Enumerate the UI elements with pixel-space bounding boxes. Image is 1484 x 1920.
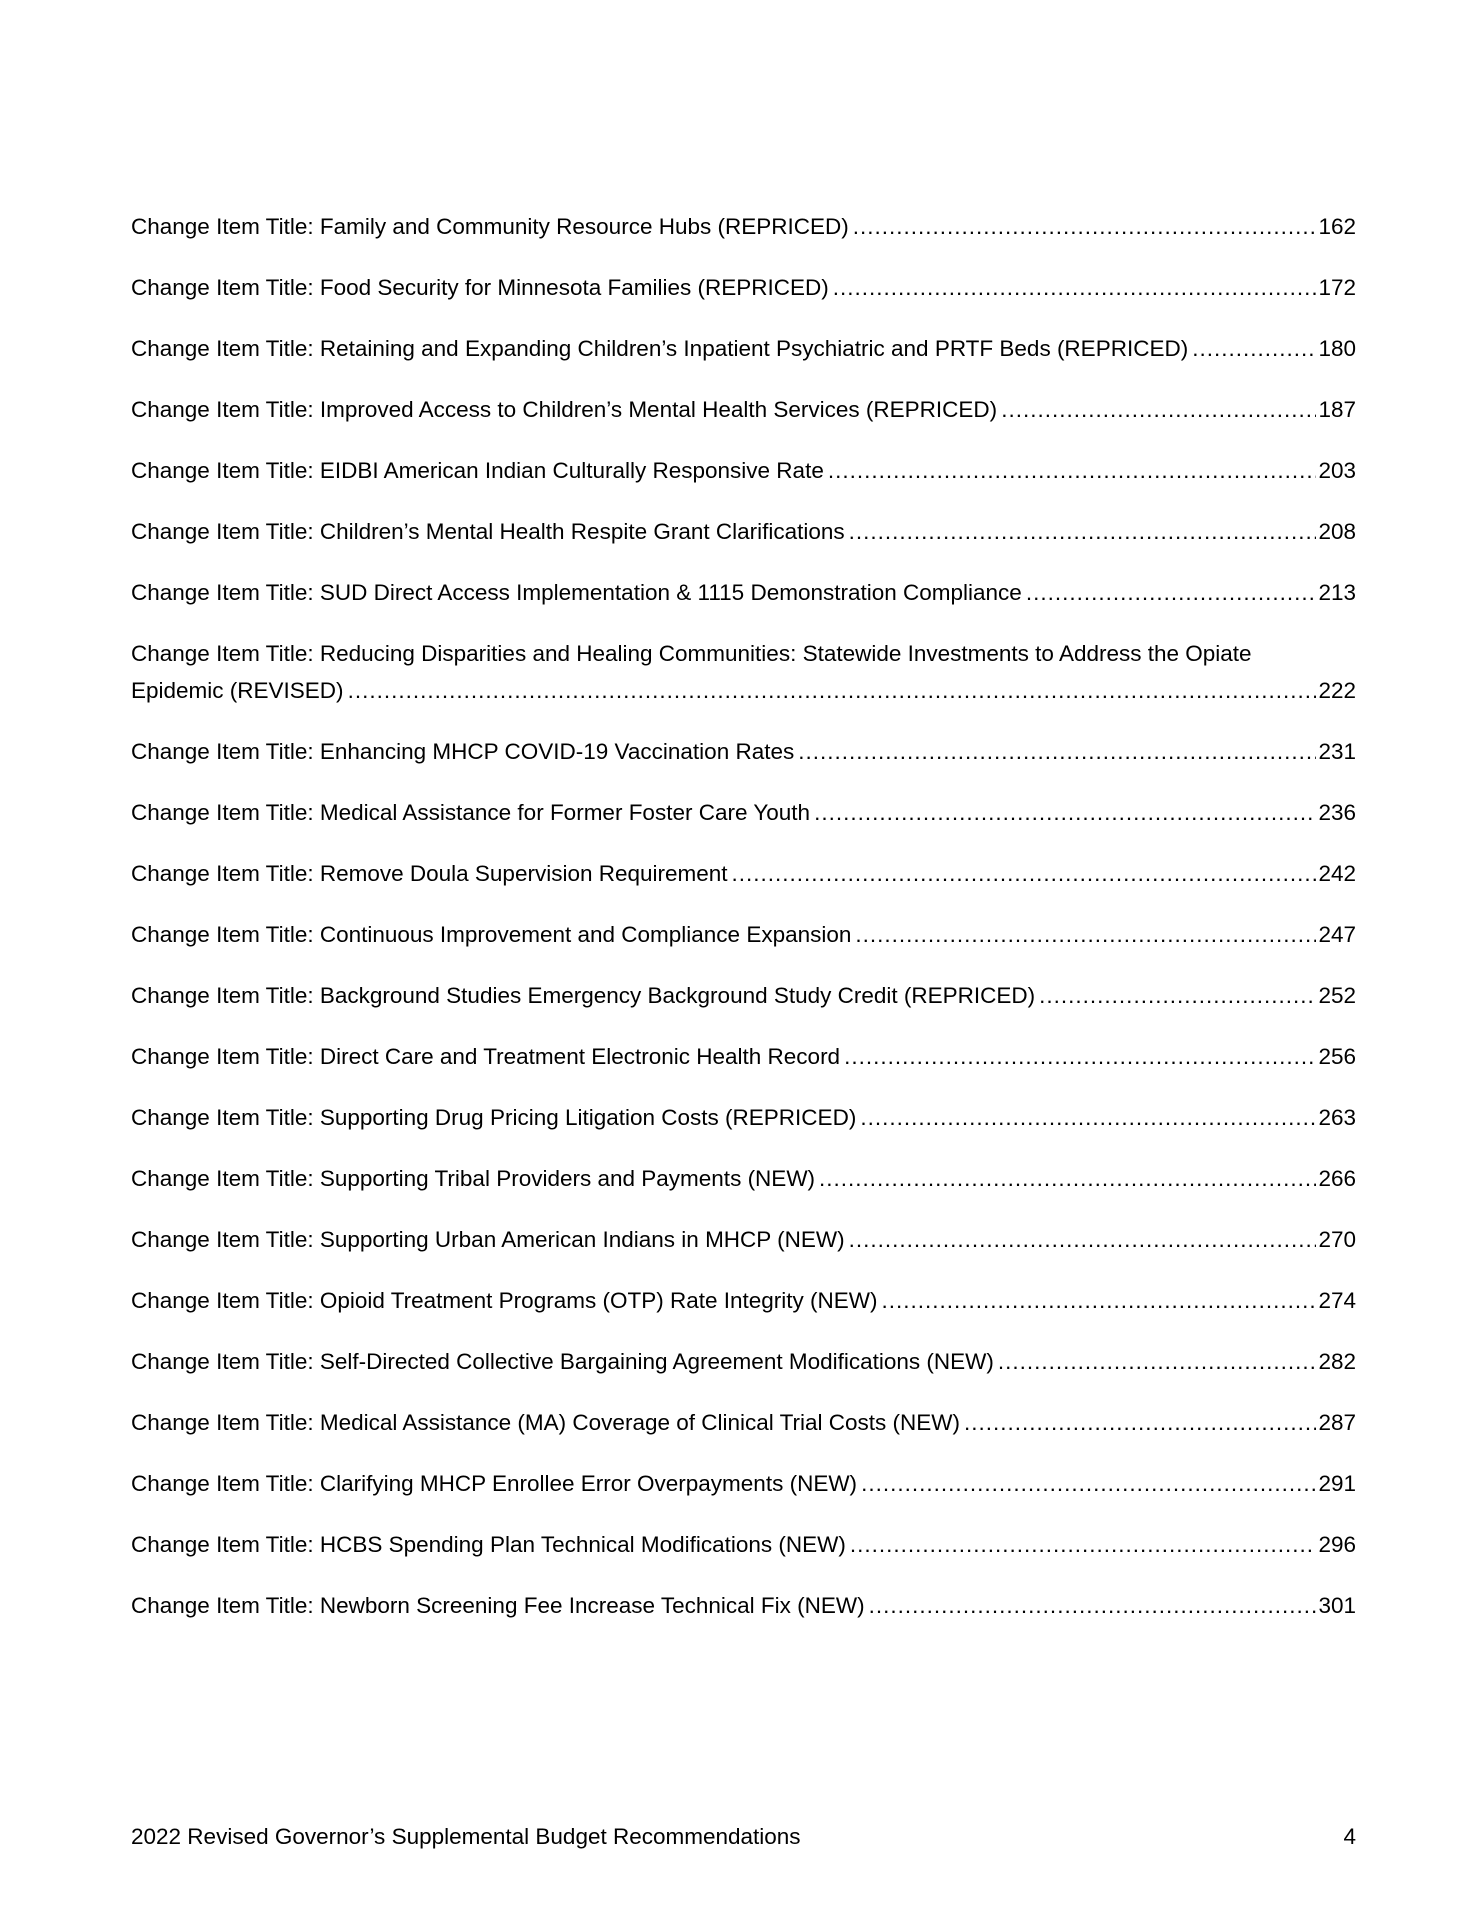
toc-entry[interactable] [131,855,1356,892]
toc-entry-page: 172 [1318,275,1356,300]
toc-entry[interactable] [131,794,1356,831]
toc-entry[interactable] [131,1099,1356,1136]
toc-entry-title: Change Item Title: Food Security for Minnesota Families (REPRICED) [131,275,829,300]
toc-entry-page: 231 [1318,739,1356,764]
toc-entry-page: 301 [1318,1593,1356,1618]
toc-entry[interactable] [131,977,1356,1014]
toc-entry[interactable] [131,1465,1356,1502]
footer-document-title: 2022 Revised Governor’s Supplemental Budget Recommendations [131,1824,801,1849]
toc-entry-page: 282 [1318,1349,1356,1374]
dot-leader [833,269,1317,306]
dot-leader [849,1221,1317,1258]
toc-entry-title: Change Item Title: SUD Direct Access Implementation & 1115 Demonstration Compliance [131,580,1022,605]
toc-entry-page: 203 [1318,458,1356,483]
toc-entry[interactable] [131,513,1356,550]
toc-entry-title: Change Item Title: Clarifying MHCP Enrollee Error Overpayments (NEW) [131,1471,858,1496]
toc-entry-title: Change Item Title: Medical Assistance (MA) Coverage of Clinical Trial Costs (NEW) [131,1410,961,1435]
dot-leader [844,1038,1316,1075]
toc-entry[interactable] [131,1160,1356,1197]
dot-leader [798,733,1316,770]
dot-leader [814,794,1316,831]
footer-page-number: 4 [1343,1824,1356,1849]
toc-entry-title-continued: Epidemic (REVISED) [131,678,344,703]
dot-leader [1039,977,1316,1014]
toc-entry-title: Change Item Title: Supporting Urban American Indians in MHCP (NEW) [131,1227,845,1252]
toc-entry[interactable] [131,1404,1356,1441]
toc-entry[interactable] [131,452,1356,489]
dot-leader [348,672,1317,709]
dot-leader [964,1404,1316,1441]
dot-leader [855,916,1316,953]
toc-entry-title: Change Item Title: HCBS Spending Plan Technical Modifications (NEW) [131,1532,846,1557]
toc-entry-page: 222 [1318,678,1356,703]
toc-entry-page: 187 [1318,397,1356,422]
toc-entry-title: Change Item Title: Retaining and Expanding Children’s Inpatient Psychiatric and PRTF Beds (REPRICED) [131,336,1189,361]
toc-entry-title: Change Item Title: Medical Assistance for Former Foster Care Youth [131,800,811,825]
toc-entry-title: Change Item Title: Children’s Mental Health Respite Grant Clarifications [131,519,845,544]
toc-entry-page: 180 [1318,336,1356,361]
toc-entry-page: 263 [1318,1105,1356,1130]
toc-entry[interactable] [131,574,1356,611]
toc-entry[interactable] [131,1587,1356,1624]
toc-entry[interactable] [131,330,1356,367]
dot-leader [853,208,1317,245]
toc-entry-title: Change Item Title: Supporting Drug Pricing Litigation Costs (REPRICED) [131,1105,857,1130]
toc-entry-title: Change Item Title: EIDBI American Indian Culturally Responsive Rate [131,458,824,483]
toc-entry-title: Change Item Title: Direct Care and Treatment Electronic Health Record [131,1044,841,1069]
toc-entry[interactable] [131,1221,1356,1258]
toc-entry[interactable] [131,208,1356,245]
toc-entry-page: 287 [1318,1410,1356,1435]
dot-leader [732,855,1317,892]
toc-entry-page: 247 [1318,922,1356,947]
toc-entry-page: 208 [1318,519,1356,544]
toc-entry[interactable] [131,1282,1356,1319]
dot-leader [860,1099,1316,1136]
toc-entry[interactable] [131,391,1356,428]
toc-entry-title: Change Item Title: Remove Doula Supervision Requirement [131,861,728,886]
toc-entry-title: Change Item Title: Newborn Screening Fee Increase Technical Fix (NEW) [131,1593,865,1618]
table-of-contents [131,208,1356,1648]
toc-entry-title: Change Item Title: Background Studies Emergency Background Study Credit (REPRICED) [131,983,1036,1008]
toc-entry-title: Change Item Title: Enhancing MHCP COVID-19 Vaccination Rates [131,739,795,764]
toc-entry-page: 242 [1318,861,1356,886]
toc-entry[interactable] [131,635,1356,709]
toc-entry-title: Change Item Title: Opioid Treatment Programs (OTP) Rate Integrity (NEW) [131,1288,878,1313]
toc-entry[interactable] [131,916,1356,953]
toc-entry-title: Change Item Title: Reducing Disparities and Healing Communities: Statewide Investments to Address the Opiate [131,641,1252,666]
toc-entry[interactable] [131,1343,1356,1380]
toc-entry-page: 256 [1318,1044,1356,1069]
dot-leader [849,513,1317,550]
toc-entry-page: 213 [1318,580,1356,605]
toc-entry-page: 270 [1318,1227,1356,1252]
dot-leader [1192,330,1316,367]
toc-entry[interactable] [131,1526,1356,1563]
toc-entry-page: 266 [1318,1166,1356,1191]
toc-entry-page: 236 [1318,800,1356,825]
dot-leader [869,1587,1317,1624]
toc-entry-page: 162 [1318,214,1356,239]
dot-leader [861,1465,1316,1502]
toc-entry-title: Change Item Title: Self-Directed Collective Bargaining Agreement Modifications (NEW) [131,1349,994,1374]
toc-entry-title: Change Item Title: Family and Community Resource Hubs (REPRICED) [131,214,849,239]
dot-leader [819,1160,1316,1197]
toc-entry[interactable] [131,1038,1356,1075]
page-footer [131,1821,1356,1853]
toc-entry-page: 252 [1318,983,1356,1008]
toc-entry[interactable] [131,733,1356,770]
dot-leader [1026,574,1317,611]
dot-leader [828,452,1317,489]
toc-entry-page: 291 [1318,1471,1356,1496]
dot-leader [998,1343,1317,1380]
toc-entry-title: Change Item Title: Improved Access to Children’s Mental Health Services (REPRICED) [131,397,998,422]
toc-entry-page: 274 [1318,1288,1356,1313]
toc-entry-title: Change Item Title: Continuous Improvement and Compliance Expansion [131,922,852,947]
toc-entry-page: 296 [1318,1532,1356,1557]
dot-leader [882,1282,1317,1319]
toc-entry-title: Change Item Title: Supporting Tribal Providers and Payments (NEW) [131,1166,816,1191]
dot-leader [1001,391,1316,428]
dot-leader [850,1526,1317,1563]
toc-entry[interactable] [131,269,1356,306]
